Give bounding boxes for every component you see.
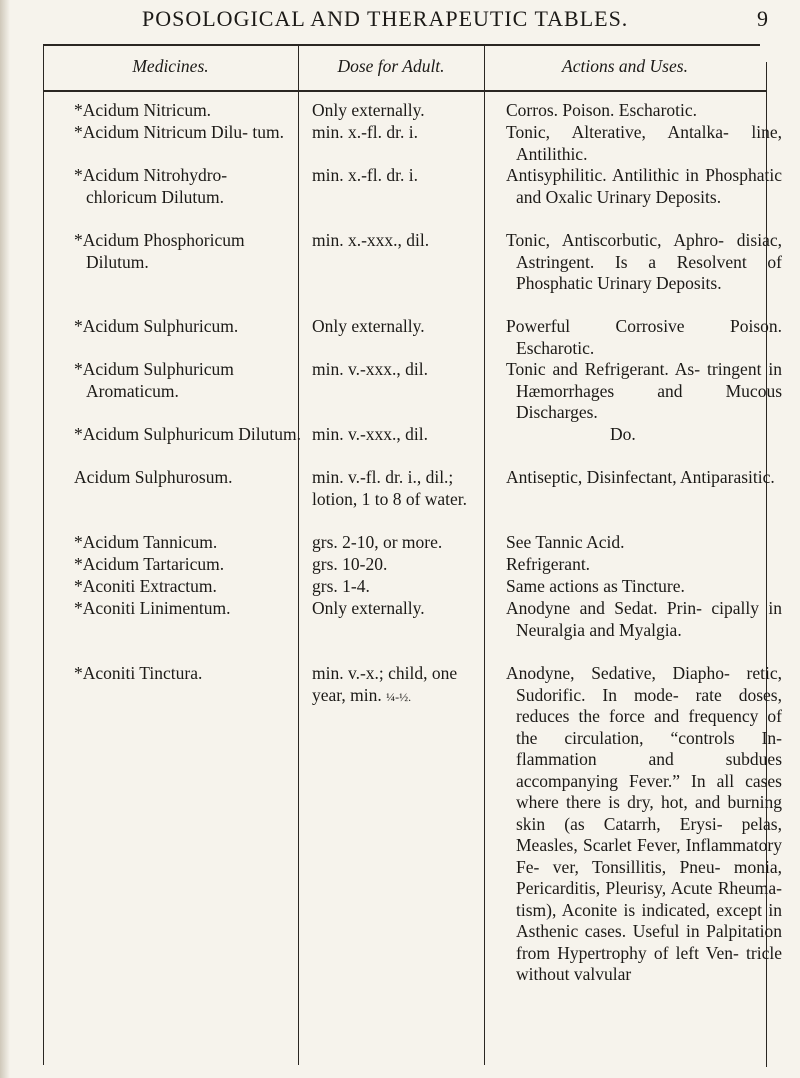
row-actions: Corros. Poison. Escharotic. xyxy=(506,100,698,120)
row-medicine: *Acidum Sulphuricum Dilutum. xyxy=(74,424,302,444)
row-actions: Tonic and Refrigerant. As- tringent in Hæmorrhages and Mucous Discharges. xyxy=(506,359,782,422)
row-actions: Same actions as Tincture. xyxy=(506,576,685,596)
row-actions: Tonic, Antiscorbutic, Aphro- disiac, Astringent. Is a Resolvent of Phosphatic Urinary Deposits. xyxy=(506,230,782,293)
row-medicine: *Acidum Sulphuricum. xyxy=(74,316,239,336)
table-header-rule xyxy=(43,90,767,92)
row-medicine: *Aconiti Linimentum. xyxy=(74,598,231,618)
column-header-medicines: Medicines. xyxy=(132,56,209,76)
row-dose: Only externally. xyxy=(312,598,425,618)
row-dose: grs. 2-10, or more. xyxy=(312,532,443,552)
row-actions: Tonic, Alterative, Antalka- line, Antilithic. xyxy=(506,122,782,164)
row-medicine: *Aconiti Tinctura. xyxy=(74,663,203,683)
row-dose: min. x.-fl. dr. i. xyxy=(312,165,418,185)
table-top-rule xyxy=(43,44,760,46)
page-number: 9 xyxy=(757,6,768,31)
row-medicine: *Acidum Sulphuricum Aromaticum. xyxy=(74,359,234,401)
row-actions: Do. xyxy=(610,424,636,444)
row-actions: Anodyne and Sedat. Prin- cipally in Neuralgia and Myalgia. xyxy=(506,598,782,640)
dose-text: min. v.-x.; child, one year, min. xyxy=(312,663,458,705)
row-medicine: *Acidum Nitricum Dilu- tum. xyxy=(74,122,284,142)
row-medicine: *Aconiti Extractum. xyxy=(74,576,217,596)
row-dose: grs. 1-4. xyxy=(312,576,370,596)
row-actions: Refrigerant. xyxy=(506,554,591,574)
row-dose: Only externally. xyxy=(312,316,425,336)
row-medicine: *Acidum Phosphoricum Dilutum. xyxy=(74,230,245,272)
row-medicine: *Acidum Tartaricum. xyxy=(74,554,225,574)
row-dose: min. x.-xxx., dil. xyxy=(312,230,430,250)
row-dose xyxy=(312,663,474,708)
row-dose: min. v.-fl. dr. i., dil.; lotion, 1 to 8 of water. xyxy=(312,467,468,509)
row-actions: Antisyphilitic. Antilithic in Phosphatic and Oxalic Urinary Deposits. xyxy=(506,165,782,207)
row-actions: Anodyne, Sedative, Diapho- retic, Sudorific. In mode- rate doses, reduces the force and frequency of the circulation, “controls In- flammation and subdues accompanying Fever.” In all cases where there is dry, hot, and burning skin (as Catarrh, Erysi- pelas, Measles, Scarlet Fever, Inflammatory Fe- ver, Tonsillitis, Pneu- monia, Pericarditis, Pleurisy, Acute Rheuma- tism), Aconite is indicated, except in Asthenic cases. Useful in Palpitation from Hypertrophy of left Ven- tricle without valvular xyxy=(506,663,782,984)
row-actions: Antiseptic, Disinfectant, Antiparasitic. xyxy=(506,467,775,487)
page-edge-shadow xyxy=(0,0,10,1078)
dose-fraction: ¼-½. xyxy=(386,689,412,704)
row-medicine: *Acidum Nitrohydro- chloricum Dilutum. xyxy=(74,165,228,207)
running-title: POSOLOGICAL AND THERAPEUTIC TABLES. xyxy=(142,6,629,31)
column-rule-left xyxy=(43,45,44,1065)
row-medicine: *Acidum Nitricum. xyxy=(74,100,212,120)
column-header-dose: Dose for Adult. xyxy=(337,56,445,76)
row-dose: min. v.-xxx., dil. xyxy=(312,424,429,444)
row-dose: Only externally. xyxy=(312,100,425,120)
page-header xyxy=(0,6,800,36)
row-actions: Powerful Corrosive Poison. Escharotic. xyxy=(506,316,782,358)
row-dose: min. v.-xxx., dil. xyxy=(312,359,429,379)
row-medicine: *Acidum Tannicum. xyxy=(74,532,218,552)
row-actions: See Tannic Acid. xyxy=(506,532,625,552)
row-dose: min. x.-fl. dr. i. xyxy=(312,122,418,142)
row-medicine: Acidum Sulphurosum. xyxy=(74,467,233,487)
column-header-actions: Actions and Uses. xyxy=(562,56,688,76)
row-dose: grs. 10-20. xyxy=(312,554,388,574)
